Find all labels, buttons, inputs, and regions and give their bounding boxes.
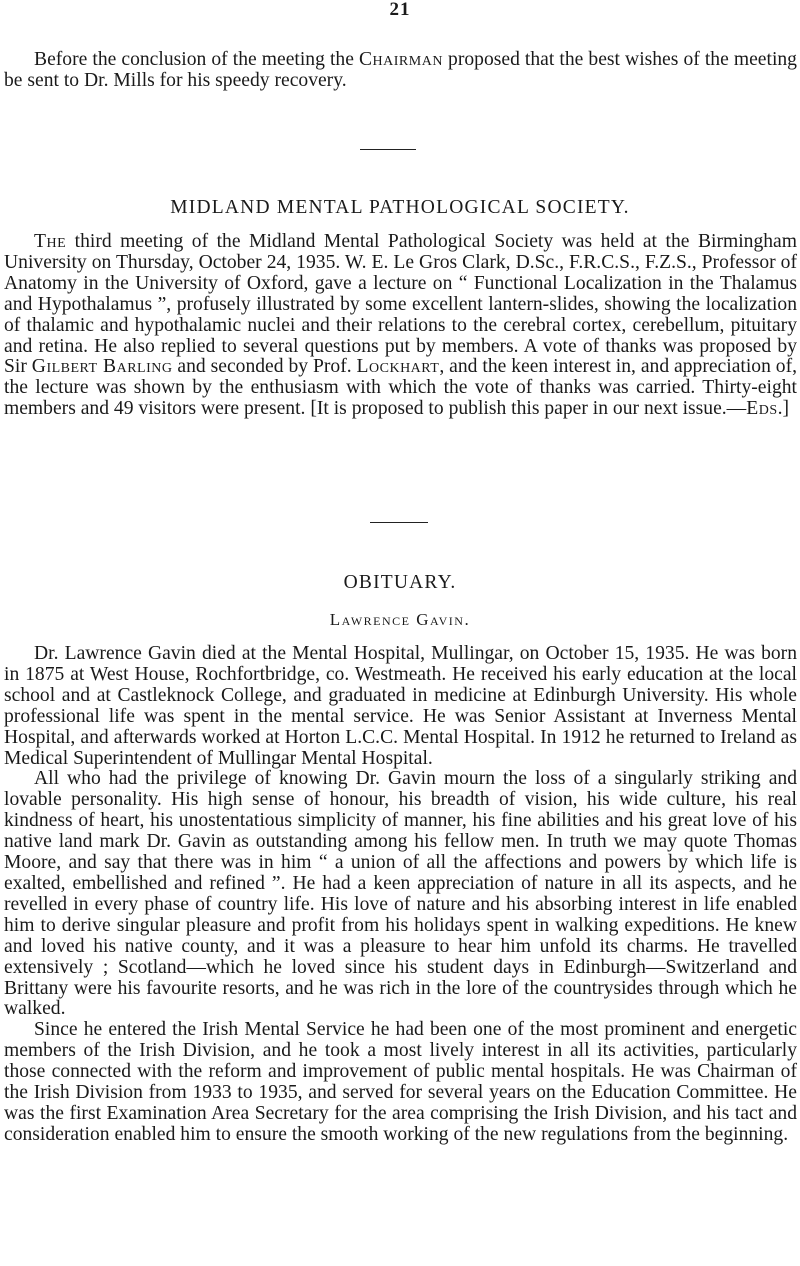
obituary-paragraph: Since he entered the Irish Mental Service he had been one of the most prominent and energetic members of the Irish Division, and he took a most lively interest in all its activities, particularly those connected with the reform and improvement of public mental hospitals. He was Chairman of the Irish Division from 1933 to 1935, and served for several years on the Education Committee. He was the first Examination Area Secretary for the area comprising the Irish Division, and his tact and consideration enabled him to ensure the smooth working of the new regulations from the beginning.	[4, 1019, 797, 1145]
midland-text-3: , and the keen interest in, and appreciation of, the lecture was shown by the enthusiasm with which the vote of thanks was carried. Thirty-eight members and 49 visitors were present. [It is proposed to publish this paper in our next issue.—	[4, 356, 798, 420]
section-divider	[360, 149, 416, 150]
barling-name: Gilbert Barling	[31, 356, 173, 378]
intro-text-after: proposed that the best wishes of the meeting be sent to Dr. Mills for his speedy recovery.	[4, 49, 797, 91]
intro-text-before: Before the conclusion of the meeting the	[34, 49, 359, 70]
section-divider	[370, 522, 428, 523]
midland-text-4: .]	[777, 398, 790, 420]
chairman-name: Chairman	[358, 49, 443, 70]
midland-text-2: and seconded by Prof.	[172, 356, 357, 378]
page-number: 21	[389, 0, 411, 20]
obituary-body	[4, 644, 797, 1146]
obituary-paragraph: All who had the privilege of knowing Dr. Gavin mourn the loss of a singularly striking and lovable personality. His high sense of honour, his breadth of vision, his wide culture, his real kindness of heart, his unostentatious simplicity of manner, his fine abilities and his great love of his native land mark Dr. Gavin as outstanding among his fellow men. In truth we may quote Thomas Moore, and say that there was in him “ a union of all the affections and powers by which life is exalted, embellished and refined ”. He had a keen appreciation of nature in all its aspects, and he revelled in every phase of country life. His love of nature and his absorbing interest in life enabled him to derive singular pleasure and profit from his holidays spent in walking expeditions. He knew and loved his native county, and it was a pleasure to hear him unfold its charms. He travelled extensively ; Scotland—which he loved since his student days in Edinburgh—Switzerland and Brittany were his favourite resorts, and he was rich in the lore of the countrysides through which he walked.	[4, 768, 797, 1020]
midland-text-1: third meeting of the Midland Mental Pathological Society was held at the Birmingham University on Thursday, October 24, 1935. W. E. Le Gros Clark, D.Sc., F.R.C.S., F.Z.S., Professor of Anatomy in the University of Oxford, gave a lecture on “ Functional Localization in the Thalamus and Hypothalamus ”, profusely illustrated by some excellent lantern-slides, showing the localization of thalamic and hypothalamic nuclei and their relations to the cerebral cortex, cerebellum, pituitary and retina. He also replied to several questions put by members. A vote of thanks was proposed by Sir	[4, 231, 797, 378]
obituary-paragraph: Dr. Lawrence Gavin died at the Mental Hospital, Mullingar, on October 15, 1935. He was born in 1875 at West House, Rochfortbridge, co. Westmeath. He received his early education at the local school and at Castleknock College, and graduated in medicine at Edinburgh University. His whole professional life was spent in the mental service. He was Senior Assistant at Inverness Mental Hospital, and afterwards worked at Horton L.C.C. Mental Hospital. In 1912 he returned to Ireland as Medical Superintendent of Mullingar Mental Hospital.	[4, 643, 797, 769]
intro-paragraph	[4, 50, 797, 92]
eds-abbrev: Eds	[746, 398, 778, 420]
midland-lead-word: The	[34, 231, 67, 252]
lockhart-name: Lockhart	[356, 356, 440, 378]
obituary-subheading: Lawrence Gavin.	[329, 610, 471, 629]
midland-paragraph	[4, 232, 797, 420]
midland-heading: MIDLAND MENTAL PATHOLOGICAL SOCIETY.	[170, 197, 630, 218]
obituary-heading: OBITUARY.	[343, 572, 457, 593]
